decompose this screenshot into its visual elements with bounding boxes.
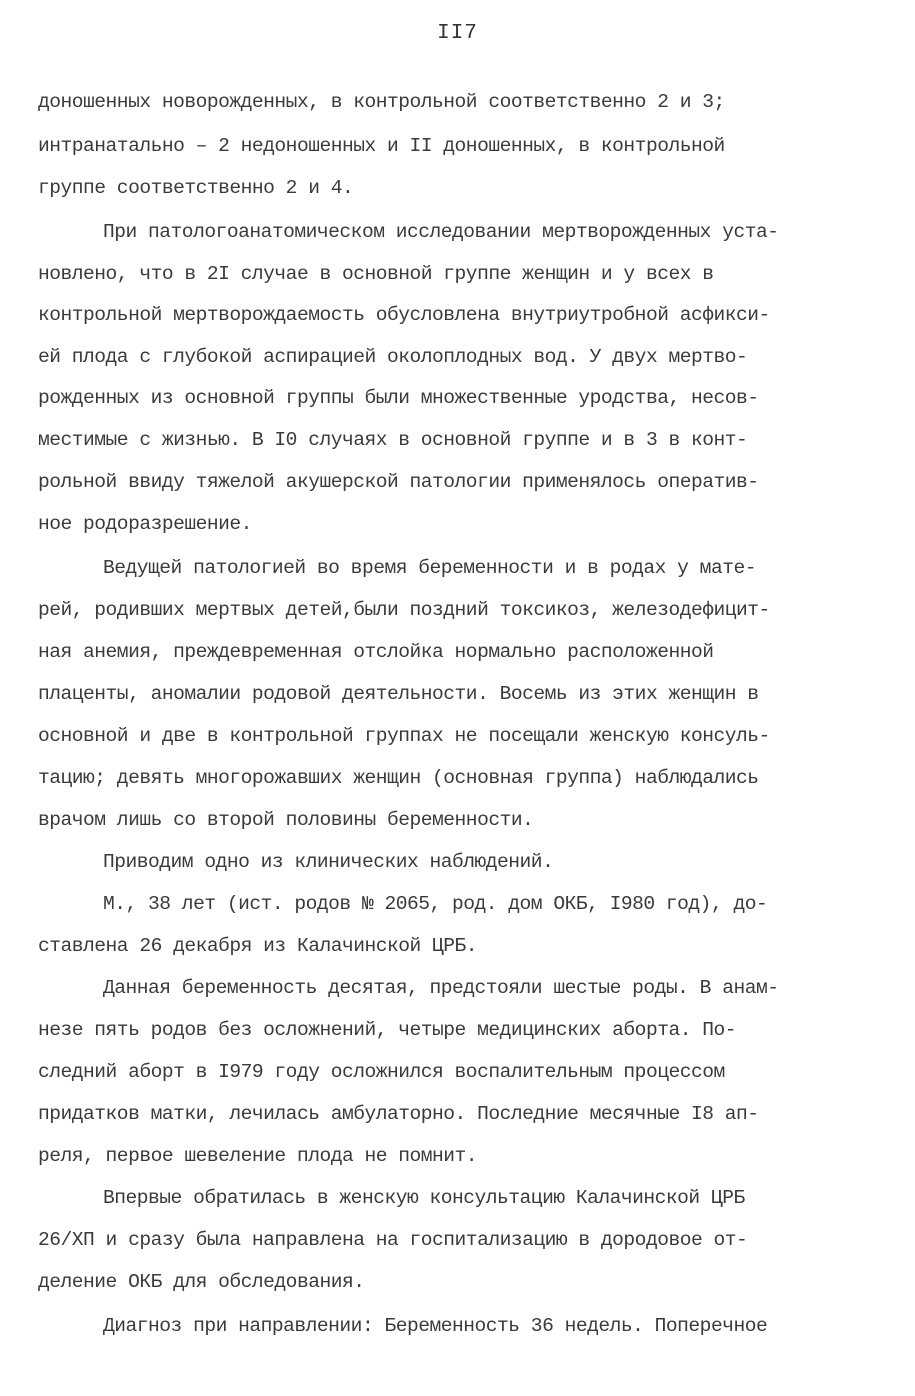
paragraph-start-line: При патологоанатомическом исследовании мертворожденных уста-: [103, 221, 779, 243]
text-line: деление ОКБ для обследования.: [38, 1271, 365, 1293]
text-line: контрольной мертворождаемость обусловлена внутриутробной асфикси-: [38, 304, 770, 326]
text-line: доношенных новорожденных, в контрольной соответственно 2 и 3;: [38, 91, 725, 113]
page-number: II7: [437, 22, 478, 45]
text-line: придатков матки, лечилась амбулаторно. Последние месячные I8 ап-: [38, 1103, 759, 1125]
text-line: местимые с жизнью. В I0 случаях в основной группе и в 3 в конт-: [38, 429, 748, 451]
text-line: 26/ХП и сразу была направлена на госпитализацию в дородовое от-: [38, 1229, 748, 1251]
text-line: ное родоразрешение.: [38, 513, 252, 535]
text-line: группе соответственно 2 и 4.: [38, 177, 354, 199]
text-line: основной и две в контрольной группах не посещали женскую консуль-: [38, 725, 770, 747]
paragraph-start-line: Диагноз при направлении: Беременность 36 недель. Поперечное: [103, 1315, 768, 1337]
text-line: ей плода с глубокой аспирацией околоплодных вод. У двух мертво-: [38, 346, 748, 368]
paragraph-start-line: Приводим одно из клинических наблюдений.: [103, 851, 554, 873]
paragraph-start-line: М., 38 лет (ист. родов № 2065, род. дом ОКБ, I980 год), до-: [103, 893, 768, 915]
text-line: следний аборт в I979 году осложнился воспалительным процессом: [38, 1061, 725, 1083]
text-line: тацию; девять многорожавших женщин (основная группа) наблюдались: [38, 767, 759, 789]
text-line: новлено, что в 2I случае в основной группе женщин и у всех в: [38, 263, 714, 285]
text-line: плаценты, аномалии родовой деятельности. Восемь из этих женщин в: [38, 683, 759, 705]
paragraph-start-line: Данная беременность десятая, предстояли шестые роды. В анам-: [103, 977, 779, 999]
paragraph-start-line: Ведущей патологией во время беременности и в родах у мате-: [103, 557, 756, 579]
text-line: рожденных из основной группы были множественные уродства, несов-: [38, 387, 759, 409]
text-line: ставлена 26 декабря из Калачинской ЦРБ.: [38, 935, 478, 957]
text-line: интранатально – 2 недоношенных и II доношенных, в контрольной: [38, 135, 725, 157]
text-line: реля, первое шевеление плода не помнит.: [38, 1145, 478, 1167]
text-line: рольной ввиду тяжелой акушерской патологии применялось оператив-: [38, 471, 759, 493]
text-line: врачом лишь со второй половины беременности.: [38, 809, 534, 831]
text-line: ная анемия, преждевременная отслойка нормально расположенной: [38, 641, 714, 663]
text-line: незе пять родов без осложнений, четыре медицинских аборта. По-: [38, 1019, 737, 1041]
paragraph-start-line: Впервые обратилась в женскую консультацию Калачинской ЦРБ: [103, 1187, 745, 1209]
text-line: рей, родивших мертвых детей,были поздний токсикоз, железодефицит-: [38, 599, 770, 621]
